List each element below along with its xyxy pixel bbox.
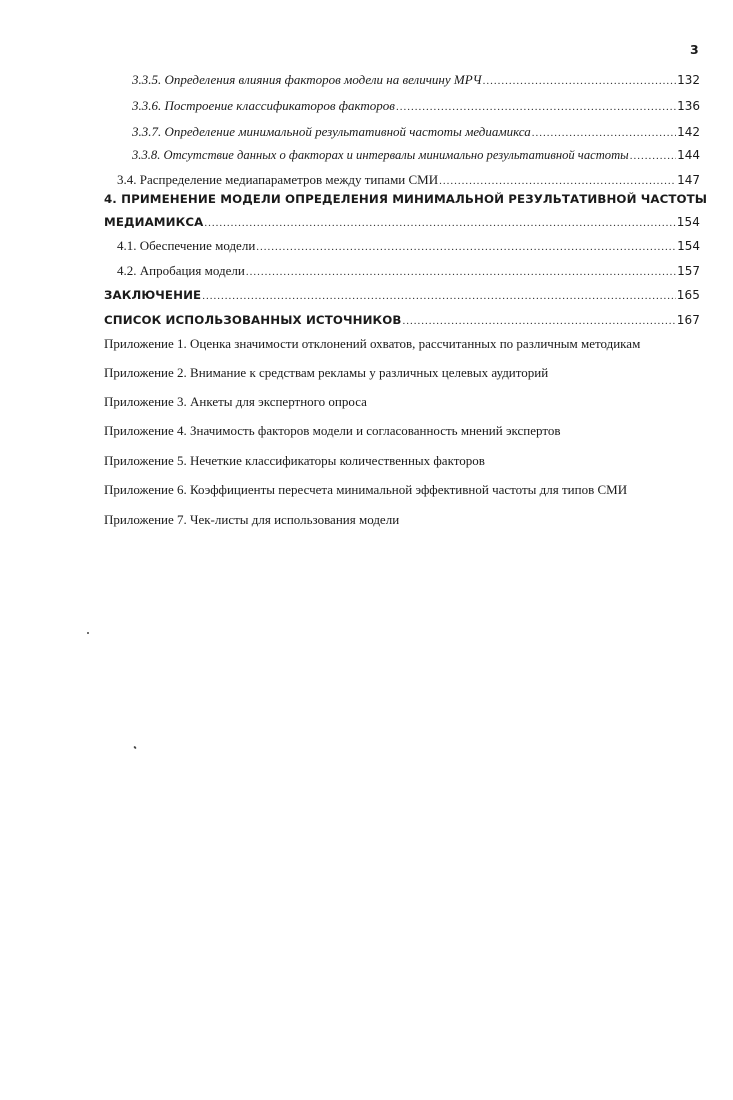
toc-entry-label: 3.4. Распределение медиапараметров между типами СМИ <box>117 172 439 187</box>
toc-entry-3-3-5[interactable] <box>132 72 700 88</box>
toc-entry-page: 167 <box>676 313 700 327</box>
toc-leader-dots <box>532 127 676 139</box>
scan-speck <box>133 746 136 750</box>
appendix-1[interactable]: Приложение 1. Оценка значимости отклонений охватов, рассчитанных по различным методикам <box>104 336 641 351</box>
toc-entry-3-3-7[interactable] <box>132 124 700 140</box>
toc-leader-dots <box>630 150 676 162</box>
toc-entry-4-1[interactable] <box>117 238 700 254</box>
toc-entry-label: СПИСОК ИСПОЛЬЗОВАННЫХ ИСТОЧНИКОВ <box>104 313 402 327</box>
toc-entry-label: 3.3.8. Отсутствие данных о факторах и интервалы минимально результативной частоты <box>132 148 629 162</box>
toc-leader-dots <box>246 266 676 278</box>
toc-leader-dots <box>483 75 676 87</box>
toc-entry-label: 3.3.7. Определение минимальной результативной частоты медиамикса <box>132 124 531 139</box>
toc-entry-label: 4.2. Апробация модели <box>117 263 245 278</box>
toc-entry-3-3-6[interactable] <box>132 98 700 114</box>
toc-leader-dots <box>439 175 676 187</box>
toc-entry-page: 147 <box>677 173 700 187</box>
appendix-4[interactable]: Приложение 4. Значимость факторов модели и согласованность мнений экспертов <box>104 423 561 438</box>
toc-entry-page: 144 <box>677 148 700 162</box>
toc-entry-chapter-4[interactable] <box>104 215 700 229</box>
toc-leader-dots <box>403 315 676 327</box>
toc-leader-dots <box>396 101 676 113</box>
toc-entry-label: 4.1. Обеспечение модели <box>117 238 256 253</box>
toc-chapter-4-title-line1[interactable]: 4. ПРИМЕНЕНИЕ МОДЕЛИ ОПРЕДЕЛЕНИЯ МИНИМАЛЬНОЙ РЕЗУЛЬТАТИВНОЙ ЧАСТОТЫ <box>104 192 708 206</box>
toc-entry-label: МЕДИАМИКСА <box>104 215 204 229</box>
toc-entry-page: 157 <box>677 264 700 278</box>
toc-leader-dots <box>256 241 676 253</box>
appendix-5[interactable]: Приложение 5. Нечеткие классификаторы количественных факторов <box>104 453 485 468</box>
toc-entry-references[interactable] <box>104 313 700 327</box>
toc-entry-page: 165 <box>676 288 700 302</box>
page-number: 3 <box>690 42 699 57</box>
appendix-6[interactable]: Приложение 6. Коэффициенты пересчета минимальной эффективной частоты для типов СМИ <box>104 482 628 497</box>
toc-entry-3-4[interactable] <box>117 172 700 188</box>
toc-entry-page: 132 <box>677 73 700 87</box>
toc-entry-label: 3.3.5. Определения влияния факторов модели на величину МРЧ <box>132 72 482 87</box>
toc-entry-conclusion[interactable] <box>104 288 700 302</box>
toc-entry-page: 136 <box>677 99 700 113</box>
appendix-7[interactable]: Приложение 7. Чек-листы для использования модели <box>104 512 400 527</box>
toc-entry-4-2[interactable] <box>117 263 700 279</box>
toc-entry-page: 154 <box>676 215 700 229</box>
toc-entry-3-3-8[interactable] <box>132 148 700 163</box>
toc-entry-page: 142 <box>677 125 700 139</box>
toc-entry-label: ЗАКЛЮЧЕНИЕ <box>104 288 202 302</box>
scan-speck <box>87 632 89 634</box>
toc-leader-dots <box>202 290 676 302</box>
appendix-2[interactable]: Приложение 2. Внимание к средствам рекламы у различных целевых аудиторий <box>104 365 549 380</box>
appendix-3[interactable]: Приложение 3. Анкеты для экспертного опроса <box>104 394 367 409</box>
toc-entry-label: 3.3.6. Построение классификаторов факторов <box>132 98 395 113</box>
toc-entry-page: 154 <box>677 239 700 253</box>
toc-leader-dots <box>204 217 675 229</box>
